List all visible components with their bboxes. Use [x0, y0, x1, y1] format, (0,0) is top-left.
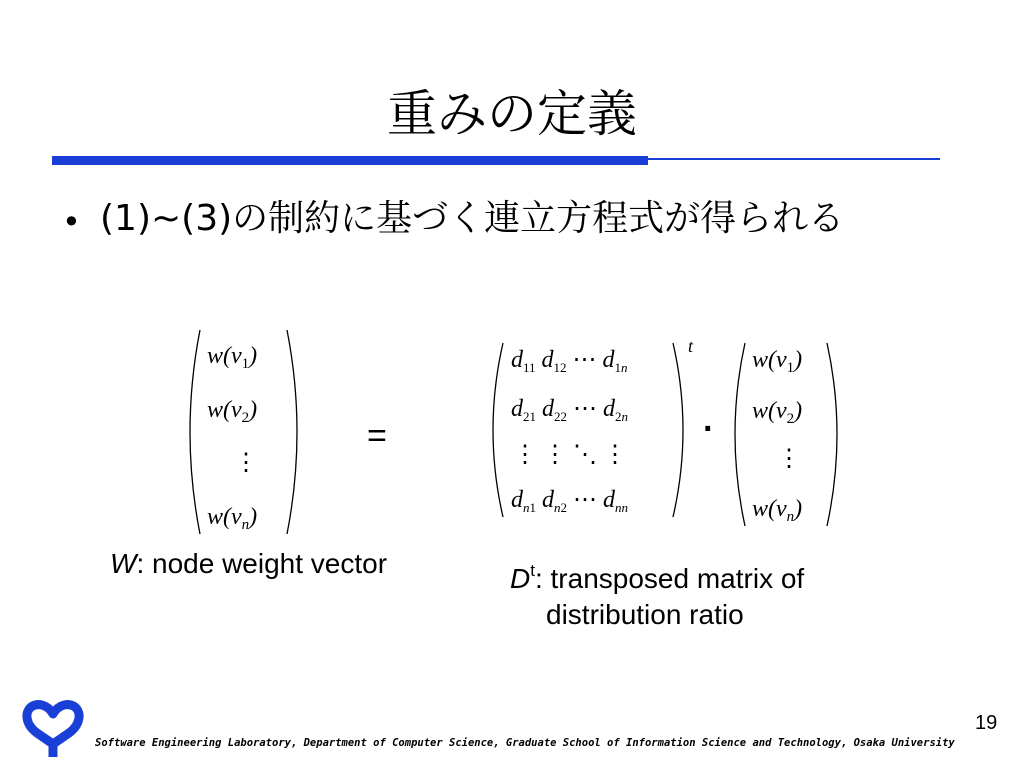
lhs-left-paren [190, 330, 200, 534]
matrix-row-n: $d_n1$ $d_n2$ ⋯ $d_{nn}$ [511, 487, 628, 515]
rhs-left-paren [735, 343, 745, 526]
lhs-entry-1: $w(v_1)$ [207, 343, 258, 372]
caption-weight-vector [110, 548, 387, 580]
bullet-marker: • [62, 203, 81, 241]
caption-d-superscript: t [530, 561, 535, 580]
rhs-entry-n: $w(v_n)$ [752, 496, 803, 525]
caption-d-text: : transposed matrix of [534, 563, 805, 594]
rhs-entry-1: $w(v_1)$ [752, 347, 803, 376]
matrix-row-1: $d_{11}$ $d_{12}$ ⋯ $d_1n$ [511, 347, 628, 375]
rhs-entry-2: $w(v_2)$ [752, 398, 803, 427]
caption-d-variable: D [510, 563, 531, 594]
page-number: 19 [975, 712, 998, 734]
lhs-entry-n: $w(v_n)$ [207, 504, 258, 533]
transpose-superscript: t [688, 336, 694, 356]
caption-d-text-line2: distribution ratio [546, 599, 744, 630]
footer-text: Software Engineering Laboratory, Department of Computer Science, Graduate School of Information Science and Technology, Osaka University [95, 737, 955, 749]
lhs-entry-2: $w(v_2)$ [207, 397, 258, 426]
page-title: 重みの定義 [387, 85, 637, 143]
matrix-right-paren [673, 343, 683, 517]
lhs-vdots: ⋮ [234, 450, 258, 476]
rhs-right-paren [827, 343, 837, 526]
matrix-row-2: $d_{21}$ $d_{22}$ ⋯ $d_2n$ [511, 396, 628, 424]
matrix-row-3: ⋮ ⋮ ⋱ ⋮ [513, 442, 627, 468]
rhs-vdots: ⋮ [777, 446, 801, 472]
bullet-text: (1)~(3)の制約に基づく連立方程式が得られる [100, 198, 845, 239]
caption-w-text: : node weight vector [136, 548, 388, 579]
caption-w-variable: W [110, 548, 137, 579]
matrix-left-paren [493, 343, 503, 517]
multiplication-dot: · [703, 410, 715, 448]
equals-sign: = [367, 417, 387, 455]
lhs-right-paren [287, 330, 297, 534]
osaka-university-logo-icon [22, 698, 84, 758]
caption-transposed-matrix [510, 553, 910, 633]
